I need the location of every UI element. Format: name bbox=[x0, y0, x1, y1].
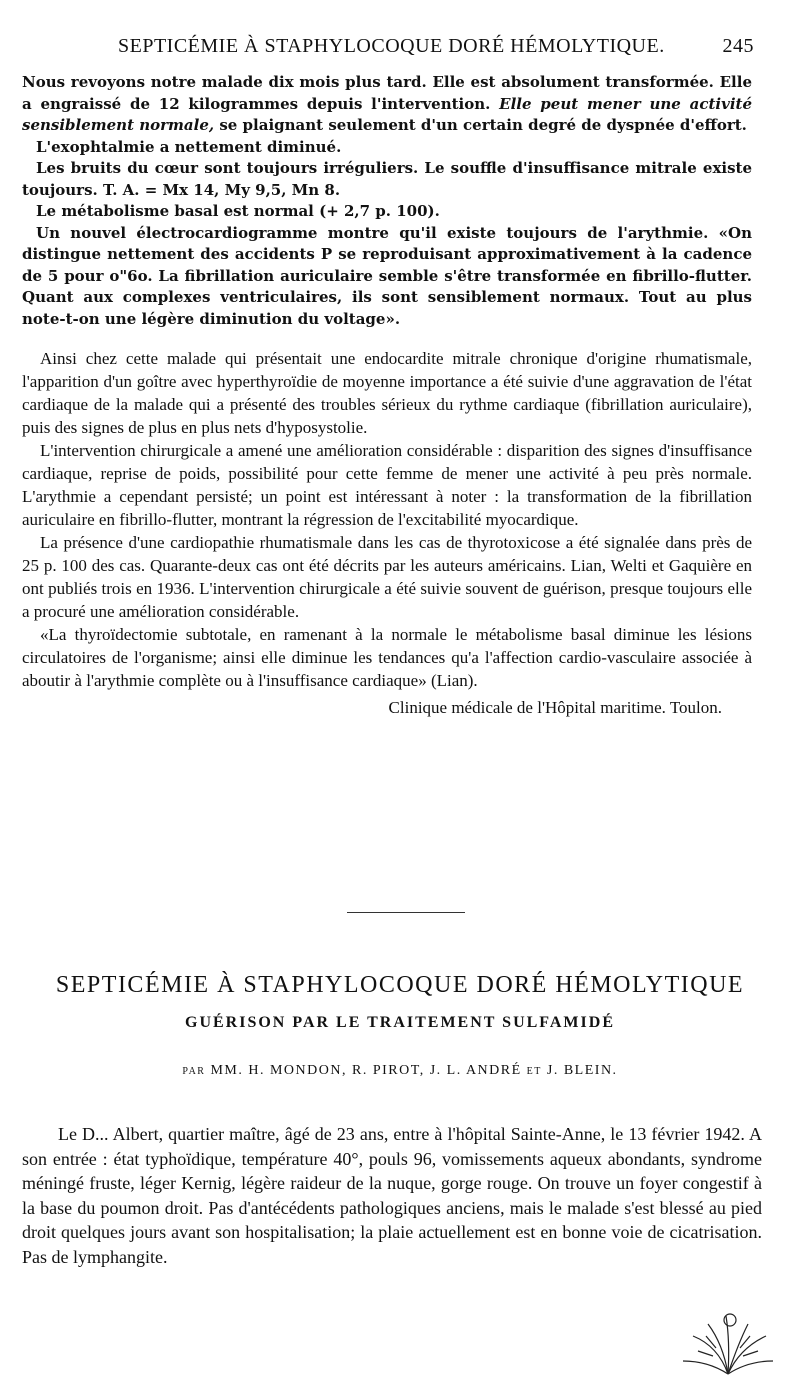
page-number: 245 bbox=[722, 35, 754, 57]
exophthalmia-paragraph: L'exophtalmie a nettement diminué. bbox=[36, 137, 342, 156]
article-subtitle: GUÉRISON PAR LE TRAITEMENT SULFAMIDÉ bbox=[185, 1014, 615, 1031]
institution-signature: Clinique médicale de l'Hôpital maritime. Toulon. bbox=[388, 698, 722, 717]
case-paragraph: Le D... Albert, quartier maître, âgé de 23 ans, entre à l'hôpital Sainte-Anne, le 13 février 1942. A son entrée : état typhoïdique, température 40°, pouls 96, vomissements aqueux abondants, syndrome méningé fruste, léger Kernig, légère raideur de la nuque, gorge rouge. On trouve un foyer congestif à la base du poumon droit. Pas d'antécédents pathologiques anciens, mais le malade s'est blessé au pied droit quelques jours avant son hospitalisation; la plaie actuellement est en bonne voie de cicatrisation. Pas de lymphangite. bbox=[22, 1124, 762, 1267]
article-title: SEPTICÉMIE À STAPHYLOCOQUE DORÉ HÉMOLYTIQUE bbox=[55, 972, 745, 998]
last-author: J. BLEIN. bbox=[546, 1063, 618, 1078]
discussion bbox=[22, 347, 752, 718]
discussion-quote: «La thyroïdectomie subtotale, en ramenant à la normale le métabolisme basal diminue les lésions circulatoires de l'organisme; ainsi elle diminue les tendances qu'a l'affection cardio-vasculaire associée à aboutir à l'arythmie complète ou à l'insuffisance cardiaque» (Lian). bbox=[22, 625, 752, 690]
discussion-paragraph: Ainsi chez cette malade qui présentait une endocardite mitrale chronique d'origine rhumatismale, l'apparition d'un goître avec hyperthyroïdie de moyenne importance a été suivie d'une aggravation de l'état cardiaque de la malade qui a présenté des troubles sérieux du rythme cardiaque (fibrillation auriculaire), puis des signes de plus en plus nets d'hyposystolie. bbox=[22, 349, 752, 437]
discussion-paragraph: L'intervention chirurgicale a amené une amélioration considérable : disparition des signes d'insuffisance cardiaque, reprise de poids, possibilité pour cette femme de mener une activité à peu près normale. L'arythmie a cependant persisté; un point est intéressant à noter : la transformation de la fibrillation auriculaire en fibrillo-flutter, montrant la régression de l'excitabilité myocardique. bbox=[22, 441, 752, 529]
article-authors bbox=[20, 1063, 780, 1079]
printer-ornament-icon bbox=[678, 1306, 778, 1376]
running-title: SEPTICÉMIE À STAPHYLOCOQUE DORÉ HÉMOLYTIQUE. bbox=[118, 35, 665, 57]
metabolism-paragraph: Le métabolisme basal est normal (+ 2,7 p. 100). bbox=[36, 202, 440, 220]
running-head bbox=[118, 35, 754, 61]
case-report bbox=[22, 1122, 762, 1269]
authors-list: MM. H. MONDON, R. PIROT, J. L. ANDRÉ bbox=[210, 1063, 522, 1078]
par-label: PAR bbox=[182, 1066, 206, 1077]
ecg-paragraph: Un nouvel électrocardiogramme montre qu'il existe toujours de l'arythmie. «On distingue nettement des accidents P se reproduisant approximativement à la cadence de 5 pour o"6o. La fibrillation auriculaire semble s'être transformée en fibrillo-flutter. Quant aux complexes ventriculaires, ils sont sensiblement normaux. Tout au plus note-t-on une légère diminution du voltage». bbox=[22, 223, 752, 328]
followup-paragraph: Nous revoyons notre malade dix mois plus tard. Elle est absolument transformée. Elle a engraissé de 12 kilogrammes depuis l'intervention. Elle peut mener une activité sensiblement normale, se plaignant seulement d'un certain degré de dyspnée d'effort. bbox=[22, 73, 752, 134]
case-followup bbox=[22, 72, 752, 330]
heart-sounds-paragraph: Les bruits du cœur sont toujours irréguliers. Le souffle d'insuffisance mitrale existe toujours. T. A. = Mx 14, My 9,5, Mn 8. bbox=[22, 159, 752, 199]
section-divider bbox=[347, 912, 465, 913]
discussion-paragraph: La présence d'une cardiopathie rhumatismale dans les cas de thyrotoxicose a été signalée dans près de 25 p. 100 des cas. Quarante-deux cas ont été décrits par les auteurs américains. Lian, Welti et Gaquière en ont publiés trois en 1936. L'intervention chirurgicale a été suivie souvent de guérison, presque toujours elle a procuré une amélioration considérable. bbox=[22, 533, 752, 621]
et-label: ET bbox=[526, 1066, 542, 1077]
